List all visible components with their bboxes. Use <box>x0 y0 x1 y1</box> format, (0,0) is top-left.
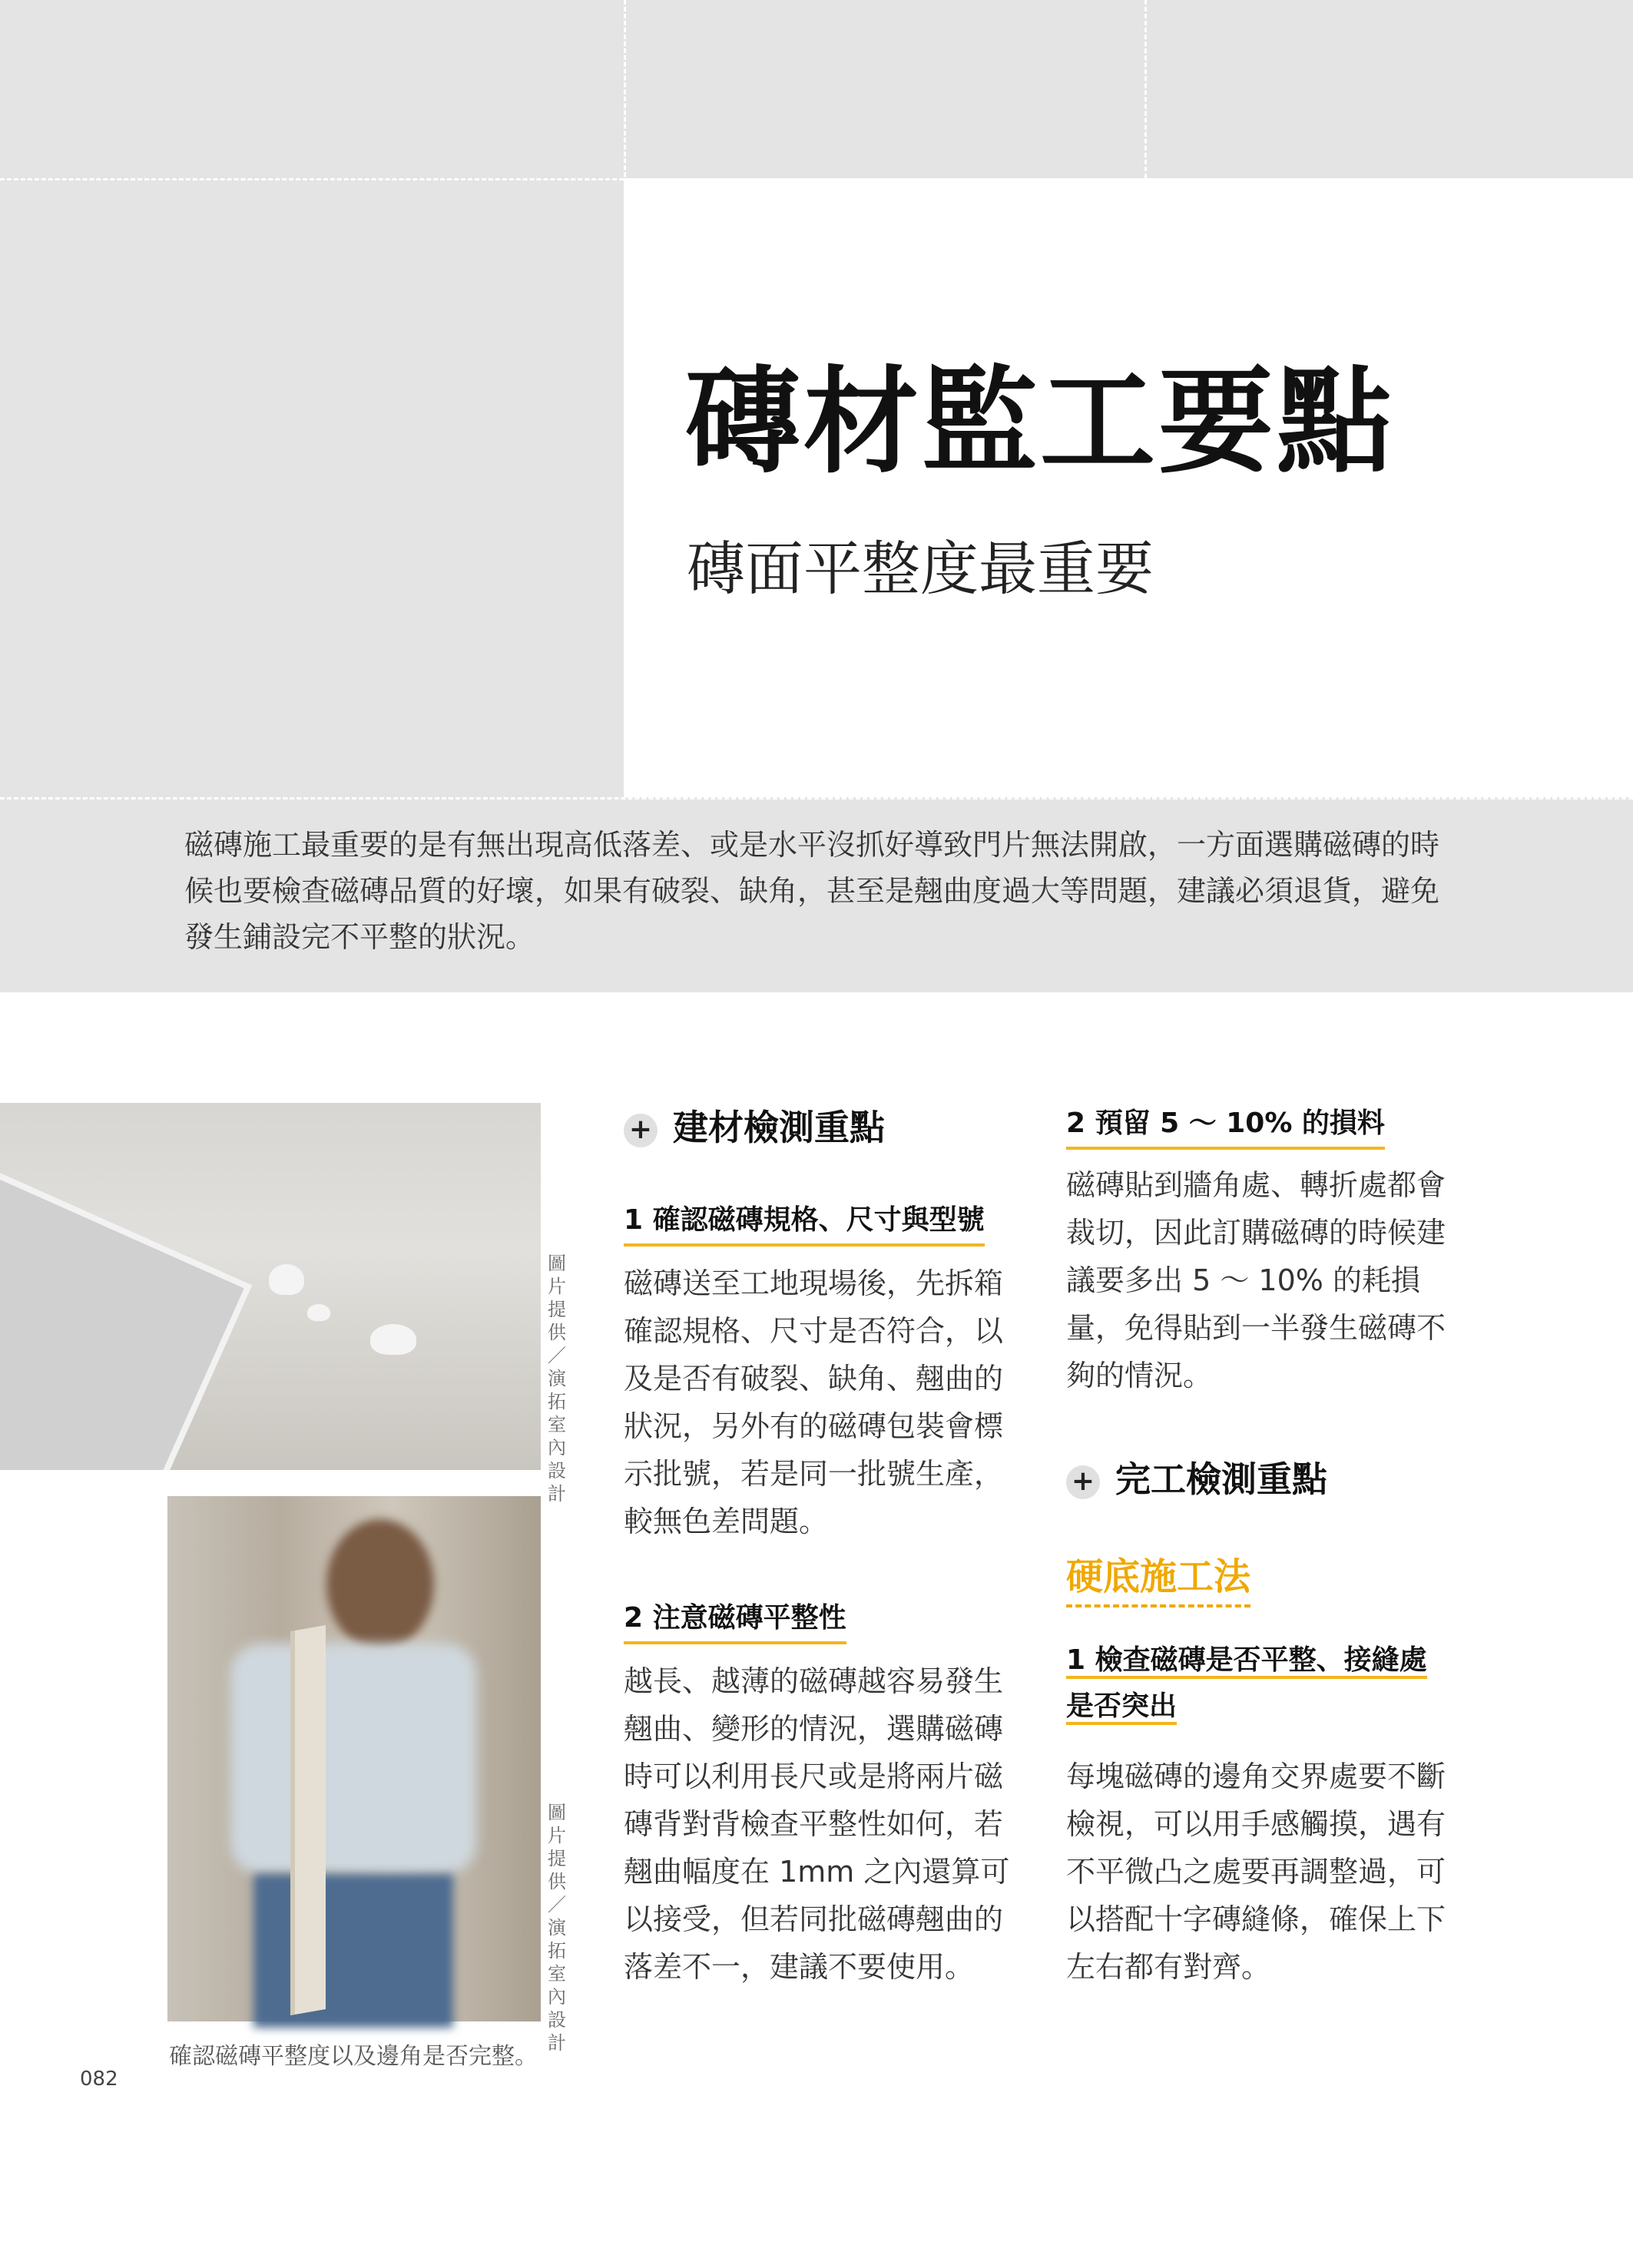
intro-paragraph: 磁磚施工最重要的是有無出現高低落差、或是水平沒抓好導致門片無法開啟，一方面選購磁磚的時候也要檢查磁磚品質的好壞，如果有破裂、缺角，甚至是翹曲度過大等問題，建議必須退貨，避免發生鋪設完不平整的狀況。 <box>184 828 1440 954</box>
plus-icon: + <box>1066 1465 1100 1499</box>
item-heading: 1 確認磁磚規格、尺寸與型號 <box>624 1198 985 1247</box>
tile-board <box>290 1625 326 2015</box>
photo-credit: 圖片提供／演拓室內設計 <box>548 1253 566 1505</box>
item-heading: 2 注意磁磚平整性 <box>624 1596 846 1644</box>
photo-caption: 確認磁磚平整度以及邊角是否完整。 <box>169 2043 538 2070</box>
tile-chip <box>269 1264 304 1295</box>
tile-chip <box>370 1324 416 1355</box>
section-heading-label: 完工檢測重點 <box>1115 1458 1327 1500</box>
dashed-divider <box>0 797 1633 800</box>
item-heading-line: 1 檢查磁磚是否平整、接縫處 <box>1066 1644 1427 1679</box>
item-body: 磁磚送至工地現場後，先拆箱確認規格、尺寸是否符合，以及是否有破裂、缺角、翹曲的狀況，另外有的磁磚包裝會標示批號，若是同一批號生產，較無色差問題。 <box>624 1266 1004 1538</box>
tile-chip <box>307 1304 330 1321</box>
dashed-divider <box>0 178 624 180</box>
page-subtitle: 磚面平整度最重要 <box>687 535 1154 603</box>
photo-credit: 圖片提供／演拓室內設計 <box>548 1802 566 2054</box>
section-heading-completion-check <box>1066 1452 1327 1502</box>
item-body: 磁磚貼到牆角處、轉折處都會裁切，因此訂購磁磚的時候建議要多出 5 ～ 10% 的耗損量，免得貼到一半發生磁磚不夠的情況。 <box>1066 1168 1446 1392</box>
dashed-divider <box>624 0 626 797</box>
worker-pants <box>253 1874 453 2028</box>
worker-head <box>326 1519 434 1650</box>
photo-tile-closeup <box>0 1103 541 1470</box>
item-body: 越長、越薄的磁磚越容易發生翹曲、變形的情況，選購磁磚時可以利用長尺或是將兩片磁磚背對背檢查平整性如何，若翹曲幅度在 1mm 之內還算可以接受，但若同批磁磚翹曲的落差不一，建議不要使用。 <box>624 1664 1010 1984</box>
header-grey-left <box>0 178 624 797</box>
worker-shirt <box>230 1644 476 1874</box>
header-grey-top <box>0 0 1633 178</box>
section-heading-label: 建材檢測重點 <box>673 1107 885 1148</box>
tile-image <box>0 1149 252 1470</box>
item-heading <box>1066 1637 1427 1730</box>
item-heading: 2 預留 5 ～ 10% 的損料 <box>1066 1101 1385 1150</box>
page-title: 磚材監工要點 <box>685 356 1396 489</box>
section-heading-material-check <box>624 1100 885 1151</box>
method-heading: 硬底施工法 <box>1066 1547 1250 1607</box>
page-number: 082 <box>80 2068 118 2091</box>
item-heading-line: 是否突出 <box>1066 1690 1177 1725</box>
dashed-divider <box>1144 0 1147 178</box>
item-body: 每塊磁磚的邊角交界處要不斷檢視，可以用手感觸摸，遇有不平微凸之處要再調整過，可以搭配十字磚縫條，確保上下左右都有對齊。 <box>1066 1760 1446 1984</box>
plus-icon: + <box>624 1114 658 1147</box>
